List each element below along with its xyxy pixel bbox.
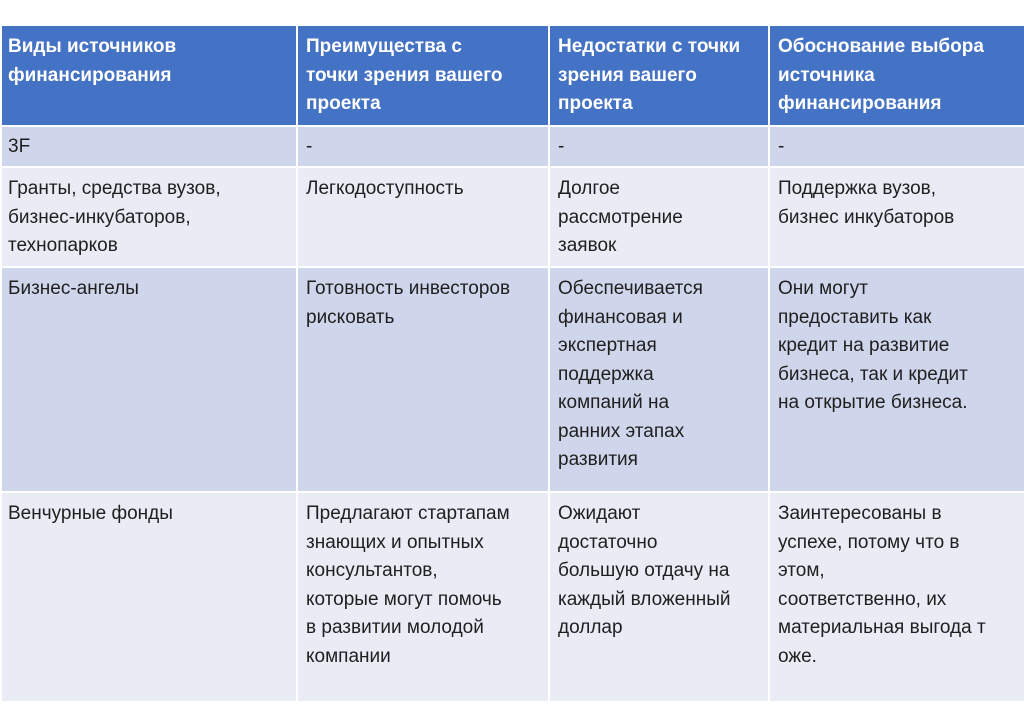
cell-source: Венчурные фонды: [1, 492, 297, 702]
cell-justification: -: [769, 126, 1024, 167]
table-row: [1, 126, 1024, 167]
cell-advantage: Легкодоступность: [297, 167, 549, 267]
table-row: [1, 267, 1024, 492]
table-row: [1, 167, 1024, 267]
cell-advantage: -: [297, 126, 549, 167]
cell-disadvantage: Ожидают достаточно большую отдачу на каждый вложенный доллар: [549, 492, 769, 702]
table-header-row: [1, 25, 1024, 126]
cell-disadvantage: Долгое рассмотрение заявок: [549, 167, 769, 267]
table-row: [1, 492, 1024, 702]
cell-source: Гранты, средства вузов, бизнес-инкубаторов, технопарков: [1, 167, 297, 267]
cell-justification: Поддержка вузов, бизнес инкубаторов: [769, 167, 1024, 267]
cell-advantage: Готовность инвесторов рисковать: [297, 267, 549, 492]
cell-disadvantage: Обеспечивается финансовая и экспертная поддержка компаний на ранних этапах развития: [549, 267, 769, 492]
header-source-types: Виды источников финансирования: [1, 25, 297, 126]
cell-disadvantage: -: [549, 126, 769, 167]
cell-advantage: Предлагают стартапам знающих и опытных консультантов, которые могут помочь в развитии молодой компании: [297, 492, 549, 702]
cell-source: Бизнес-ангелы: [1, 267, 297, 492]
header-justification: Обоснование выбора источника финансирования: [769, 25, 1024, 126]
header-disadvantages: Недостатки с точки зрения вашего проекта: [549, 25, 769, 126]
cell-justification: Они могут предоставить как кредит на развитие бизнеса, так и кредит на открытие бизнеса.: [769, 267, 1024, 492]
financing-sources-table: [0, 24, 1024, 703]
header-advantages: Преимущества с точки зрения вашего проекта: [297, 25, 549, 126]
cell-justification: Заинтересованы в успехе, потому что в этом, соответственно, их материальная выгода т оже.: [769, 492, 1024, 702]
cell-source: 3F: [1, 126, 297, 167]
